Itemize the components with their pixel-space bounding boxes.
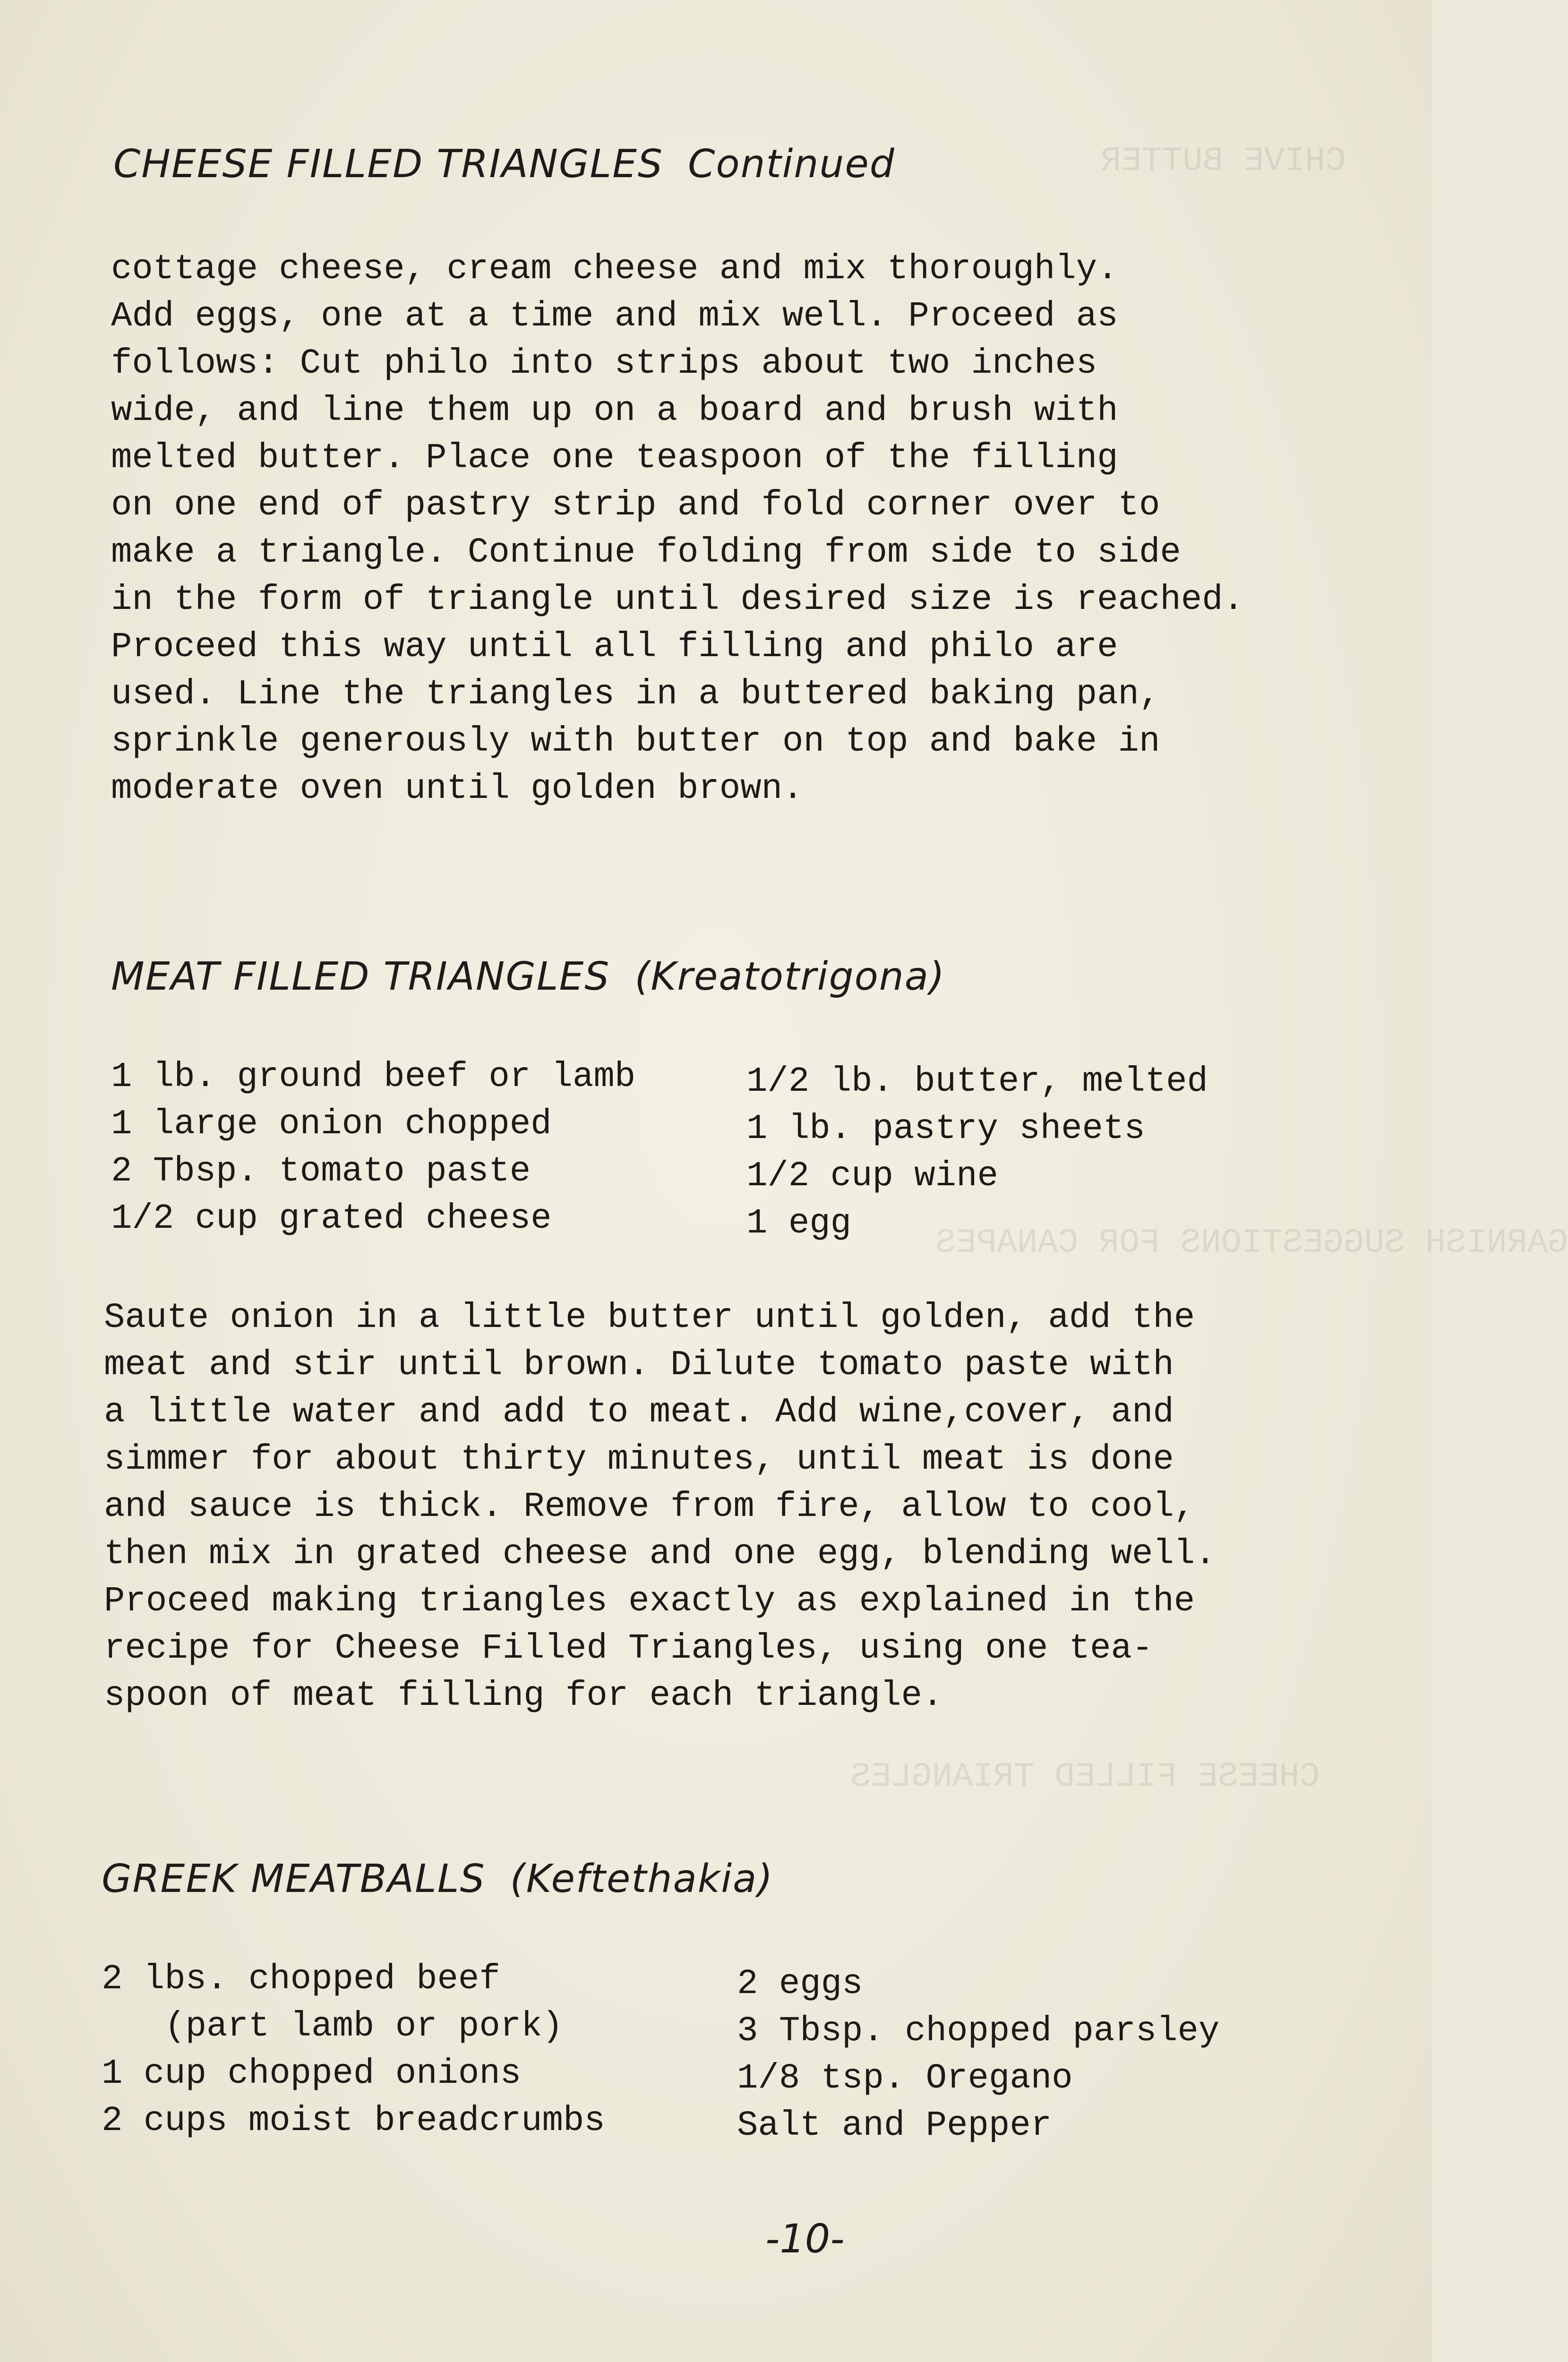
text-line: used. Line the triangles in a buttered baking pan, xyxy=(111,675,1160,714)
text-line: in the form of triangle until desired size is reached. xyxy=(111,580,1244,620)
ingredient: 1/2 lb. butter, melted xyxy=(746,1062,1208,1102)
ingredient: 2 eggs xyxy=(737,1964,863,2004)
recipe3-heading xyxy=(102,1857,773,1901)
text-line: wide, and line them up on a board and brush with xyxy=(111,391,1118,431)
text-line: Saute onion in a little butter until golden, add the xyxy=(104,1298,1195,1338)
text-line: simmer for about thirty minutes, until meat is done xyxy=(104,1440,1174,1480)
recipe3-ingredients-right xyxy=(737,1960,1219,2149)
ingredient: 1 egg xyxy=(746,1204,852,1243)
recipe1-title-suffix: Continued xyxy=(688,142,895,187)
recipe2-instructions xyxy=(104,1294,1216,1720)
ingredient: 1 lb. pastry sheets xyxy=(746,1109,1145,1149)
recipe3-ingredients-left xyxy=(102,1956,605,2145)
ingredient: 1/2 cup grated cheese xyxy=(111,1199,552,1239)
ingredient: 1 cup chopped onions xyxy=(102,2054,522,2094)
text-line: spoon of meat filling for each triangle. xyxy=(104,1676,943,1716)
ingredient: 1 lb. ground beef or lamb xyxy=(111,1057,636,1097)
recipe2-ingredients-right xyxy=(746,1058,1208,1247)
text-line: cottage cheese, cream cheese and mix thoroughly. xyxy=(111,249,1118,289)
recipe3-subtitle: (Keftethakia) xyxy=(510,1857,774,1901)
text-line: on one end of pastry strip and fold corner over to xyxy=(111,486,1160,525)
text-line: melted butter. Place one teaspoon of the filling xyxy=(111,438,1118,478)
ingredient: 3 Tbsp. chopped parsley xyxy=(737,2011,1220,2051)
ingredient: 2 Tbsp. tomato paste xyxy=(111,1152,531,1191)
recipe3-title: GREEK MEATBALLS xyxy=(102,1857,486,1901)
text-line: Proceed this way until all filling and philo are xyxy=(111,627,1118,667)
show-through-decoration: CHIVE BUTTER xyxy=(1101,142,1346,180)
ingredient: (part lamb or pork) xyxy=(102,2007,563,2046)
ingredient: 2 cups moist breadcrumbs xyxy=(102,2101,605,2141)
recipe2-ingredients-left xyxy=(111,1053,635,1242)
text-line: Proceed making triangles exactly as explained in the xyxy=(104,1582,1195,1621)
text-line: recipe for Cheese Filled Triangles, using one tea- xyxy=(104,1629,1153,1669)
recipe2-subtitle: (Kreatotrigona) xyxy=(634,954,946,999)
text-line: make a triangle. Continue folding from side to side xyxy=(111,533,1181,573)
ingredient: 1 large onion chopped xyxy=(111,1104,552,1144)
ingredient: 1/2 cup wine xyxy=(746,1156,998,1196)
text-line: meat and stir until brown. Dilute tomato paste with xyxy=(104,1345,1174,1385)
ingredient: Salt and Pepper xyxy=(737,2106,1052,2146)
text-line: and sauce is thick. Remove from fire, allow to cool, xyxy=(104,1487,1195,1527)
ingredient: 1/8 tsp. Oregano xyxy=(737,2059,1073,2098)
text-line: a little water and add to meat. Add wine,cover, and xyxy=(104,1393,1174,1432)
recipe2-heading xyxy=(111,954,945,999)
recipe2-title: MEAT FILLED TRIANGLES xyxy=(111,954,610,999)
show-through-decoration: GARNISH SUGGESTIONS FOR CANAPES xyxy=(935,1224,1568,1262)
text-line: sprinkle generously with butter on top and bake in xyxy=(111,722,1160,762)
text-line: moderate oven until golden brown. xyxy=(111,769,804,809)
recipe1-instructions xyxy=(111,246,1244,813)
recipe1-title: CHEESE FILLED TRIANGLES xyxy=(113,142,663,187)
text-line: Add eggs, one at a time and mix well. Proceed as xyxy=(111,297,1118,336)
recipe1-heading xyxy=(113,142,895,187)
text-line: follows: Cut philo into strips about two inches xyxy=(111,344,1097,384)
text-line: then mix in grated cheese and one egg, blending well. xyxy=(104,1534,1216,1574)
page-number: -10- xyxy=(765,2216,845,2262)
ingredient: 2 lbs. chopped beef xyxy=(102,1960,500,1999)
show-through-decoration: CHEESE FILLED TRIANGLES xyxy=(850,1757,1320,1796)
